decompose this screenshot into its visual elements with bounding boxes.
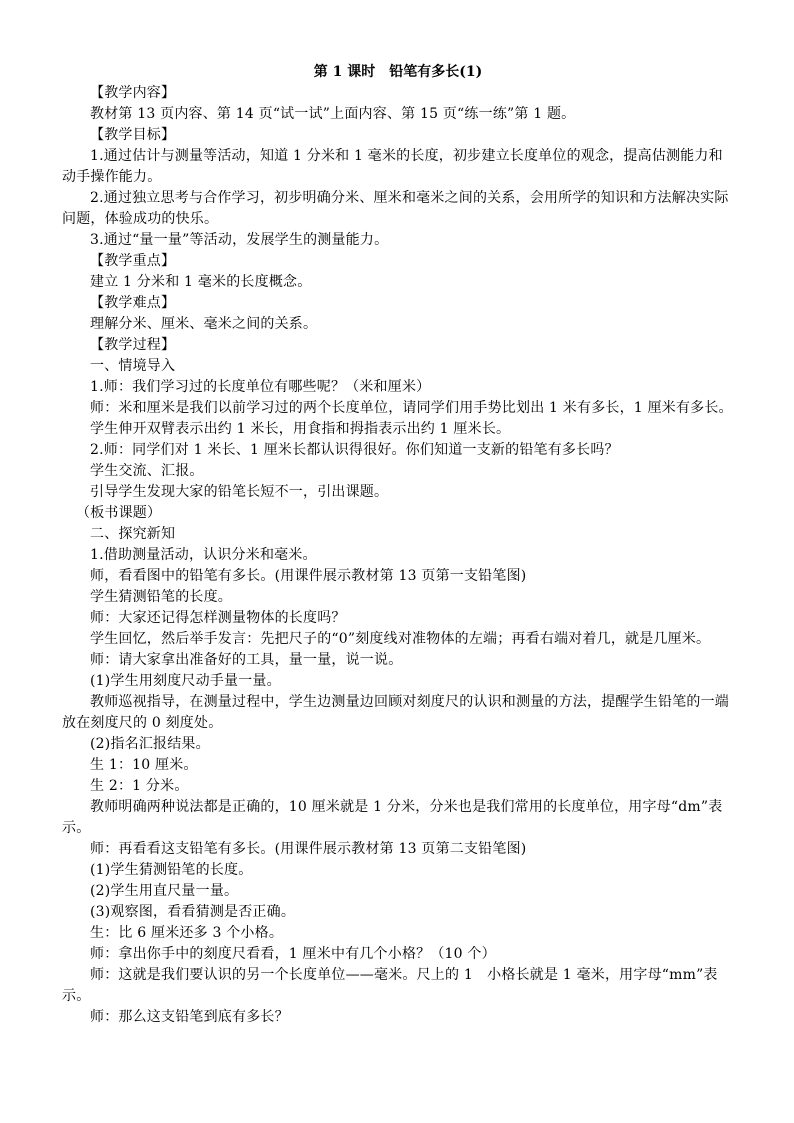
document-page (62, 62, 734, 1028)
paragraph: 2.师：同学们对 1 米长、1 厘米长都认识得很好。你们知道一支新的铅笔有多长吗？ (90, 442, 619, 458)
paragraph: (2)指名汇报结果。 (90, 736, 210, 752)
subsection-heading: 一、情境导入 (90, 358, 176, 374)
paragraph: (1)学生猜测铅笔的长度。 (90, 862, 253, 878)
paragraph: 1.师：我们学习过的长度单位有哪些呢？（米和厘米） (90, 379, 431, 395)
paragraph: 学生回忆，然后举手发言：先把尺子的“0”刻度线对准物体的左端；再看右端对着几，就是几厘米。 (90, 631, 711, 647)
section-heading-difficulties: 【教学难点】 (90, 295, 176, 311)
paragraph: 师：米和厘米是我们以前学习过的两个长度单位，请同学们用手势比划出 1 米有多长，1 厘米有多长。 (90, 400, 733, 416)
paragraph: 生 2：1 分米。 (90, 778, 189, 794)
paragraph: 1.通过估计与测量等活动，知道 1 分米和 1 毫米的长度，初步建立长度单位的观念，提高估测能力和动手操作能力。 (62, 148, 723, 185)
paragraph: (1)学生用刻度尺动手量一量。 (90, 673, 281, 689)
section-heading-key-points: 【教学重点】 (90, 253, 176, 269)
paragraph: (2)学生用直尺量一量。 (90, 883, 239, 899)
paragraph: 学生伸开双臂表示出约 1 米长，用食指和拇指表示出约 1 厘米长。 (90, 421, 511, 437)
section-heading-goals: 【教学目标】 (90, 127, 176, 143)
paragraph: （板书课题） (76, 505, 162, 521)
subsection-heading: 二、探究新知 (90, 526, 176, 542)
paragraph: 师：请大家拿出准备好的工具，量一量，说一说。 (90, 652, 403, 668)
paragraph: 2.通过独立思考与合作学习，初步明确分米、厘米和毫米之间的关系，会用所学的知识和方法解决实际问题，体验成功的快乐。 (62, 190, 729, 227)
paragraph: 教师巡视指导，在测量过程中，学生边测量边回顾对刻度尺的认识和测量的方法，提醒学生铅笔的一端放在刻度尺的 0 刻度处。 (62, 694, 729, 731)
paragraph: 学生交流、汇报。 (90, 463, 204, 479)
paragraph: 1.借助测量活动，认识分米和毫米。 (90, 547, 317, 563)
paragraph: 师：再看看这支铅笔有多长。(用课件展示教材第 13 页第二支铅笔图) (90, 841, 527, 857)
paragraph: 生：比 6 厘米还多 3 个小格。 (90, 925, 284, 941)
paragraph: 学生猜测铅笔的长度。 (90, 589, 232, 605)
page-title: 第 1 课时 铅笔有多长(1) (313, 64, 483, 80)
paragraph: 师：这就是我们要认识的另一个长度单位——毫米。尺上的 1 小格长就是 1 毫米，用字母“mm”表示。 (62, 967, 718, 1004)
paragraph: (3)观察图，看看猜测是否正确。 (90, 904, 296, 920)
paragraph: 师：拿出你手中的刻度尺看看，1 厘米中有几个小格？（10 个） (90, 946, 496, 962)
paragraph: 教师明确两种说法都是正确的，10 厘米就是 1 分米，分米也是我们常用的长度单位，用字母“dm”表示。 (62, 799, 723, 836)
section-heading-process: 【教学过程】 (90, 337, 176, 353)
section-heading-content: 【教学内容】 (90, 85, 176, 101)
paragraph: 建立 1 分米和 1 毫米的长度概念。 (90, 274, 312, 290)
paragraph: 师，看看图中的铅笔有多长。(用课件展示教材第 13 页第一支铅笔图) (90, 568, 527, 584)
paragraph: 3.通过“量一量”等活动，发展学生的测量能力。 (90, 232, 389, 248)
paragraph: 引导学生发现大家的铅笔长短不一，引出课题。 (90, 484, 389, 500)
paragraph: 教材第 13 页内容、第 14 页“试一试”上面内容、第 15 页“练一练”第 1 题。 (90, 106, 576, 122)
paragraph: 师：那么这支铅笔到底有多长？ (90, 1009, 289, 1025)
paragraph: 理解分米、厘米、毫米之间的关系。 (90, 316, 318, 332)
paragraph: 生 1：10 厘米。 (90, 757, 198, 773)
paragraph: 师：大家还记得怎样测量物体的长度吗？ (90, 610, 346, 626)
